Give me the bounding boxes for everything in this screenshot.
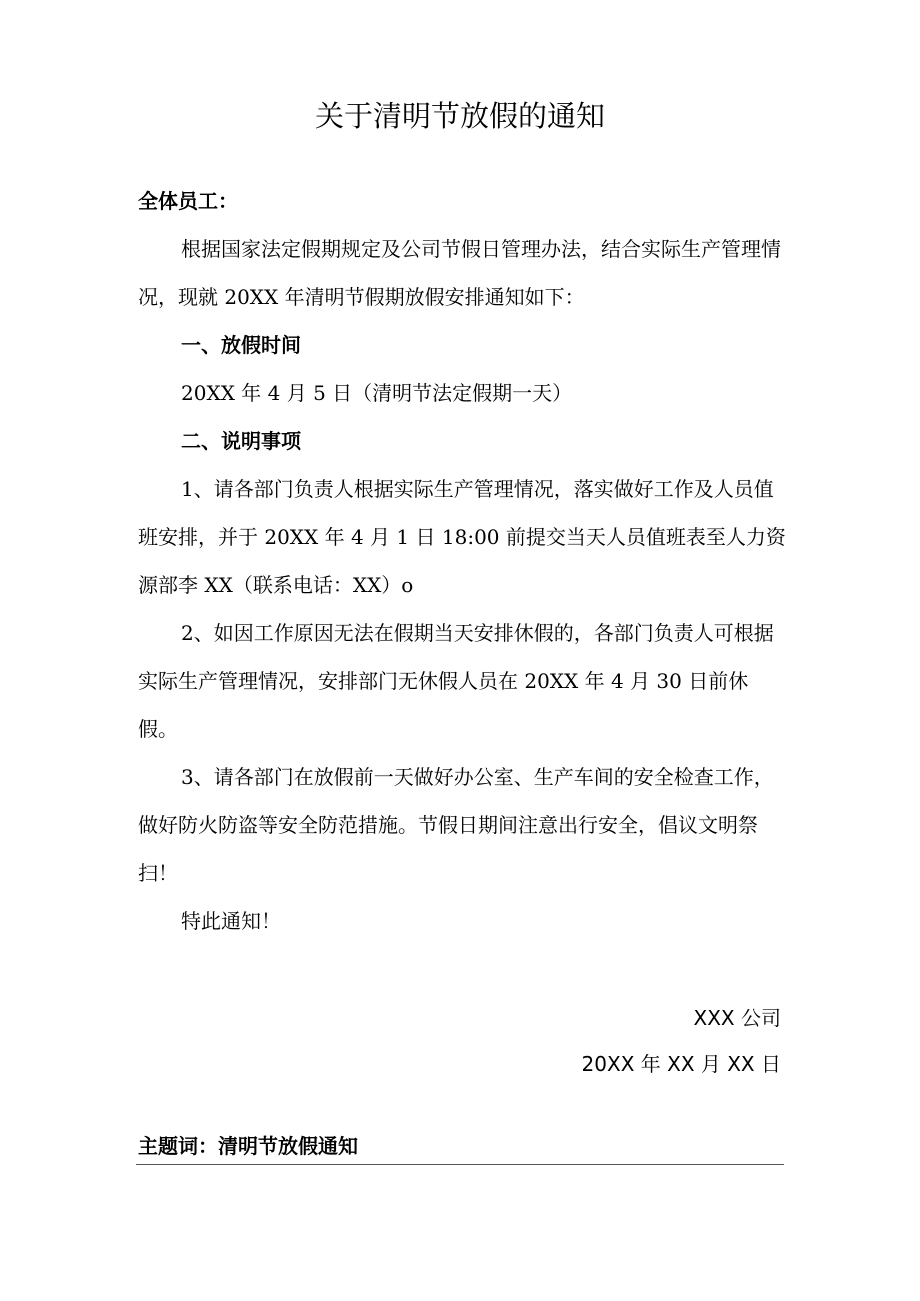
subject-line: 主题词：清明节放假通知 xyxy=(138,1134,358,1158)
salutation: 全体员工： xyxy=(138,189,238,213)
note-paragraph-3: 3、请各部门在放假前一天做好办公室、生产车间的安全检查工作，做好防火防盗等安全防范措施。节假日期间注意出行安全，倡议文明祭扫！ xyxy=(138,765,774,885)
intro-paragraph: 根据国家法定假期规定及公司节假日管理办法，结合实际生产管理情况，现就 20XX 年清明节假期放假安排通知如下： xyxy=(138,237,781,309)
section-heading-holiday-time: 一、放假时间 xyxy=(181,333,301,357)
closing-line: 特此通知！ xyxy=(181,909,281,933)
document-body xyxy=(138,177,788,945)
note-paragraph-1: 1、请各部门负责人根据实际生产管理情况，落实做好工作及人员值班安排，并于 20XX 年 4 月 1 日 18:00 前提交当天人员值班表至人力资源部李 XX（联系电话：XX）o xyxy=(138,477,786,597)
signature-block xyxy=(582,995,781,1087)
company-name: XXX 公司 xyxy=(693,1006,781,1030)
section-heading-notes: 二、说明事项 xyxy=(181,429,301,453)
note-paragraph-2: 2、如因工作原因无法在假期当天安排休假的，各部门负责人可根据实际生产管理情况，安排部门无休假人员在 20XX 年 4 月 30 日前休假。 xyxy=(138,621,774,741)
document-title: 关于清明节放假的通知 xyxy=(314,99,605,133)
signature-date: 20XX 年 XX 月 XX 日 xyxy=(581,1052,781,1076)
holiday-time-paragraph: 20XX 年 4 月 5 日（清明节法定假期一天） xyxy=(181,381,573,405)
subject-divider xyxy=(136,1164,784,1165)
